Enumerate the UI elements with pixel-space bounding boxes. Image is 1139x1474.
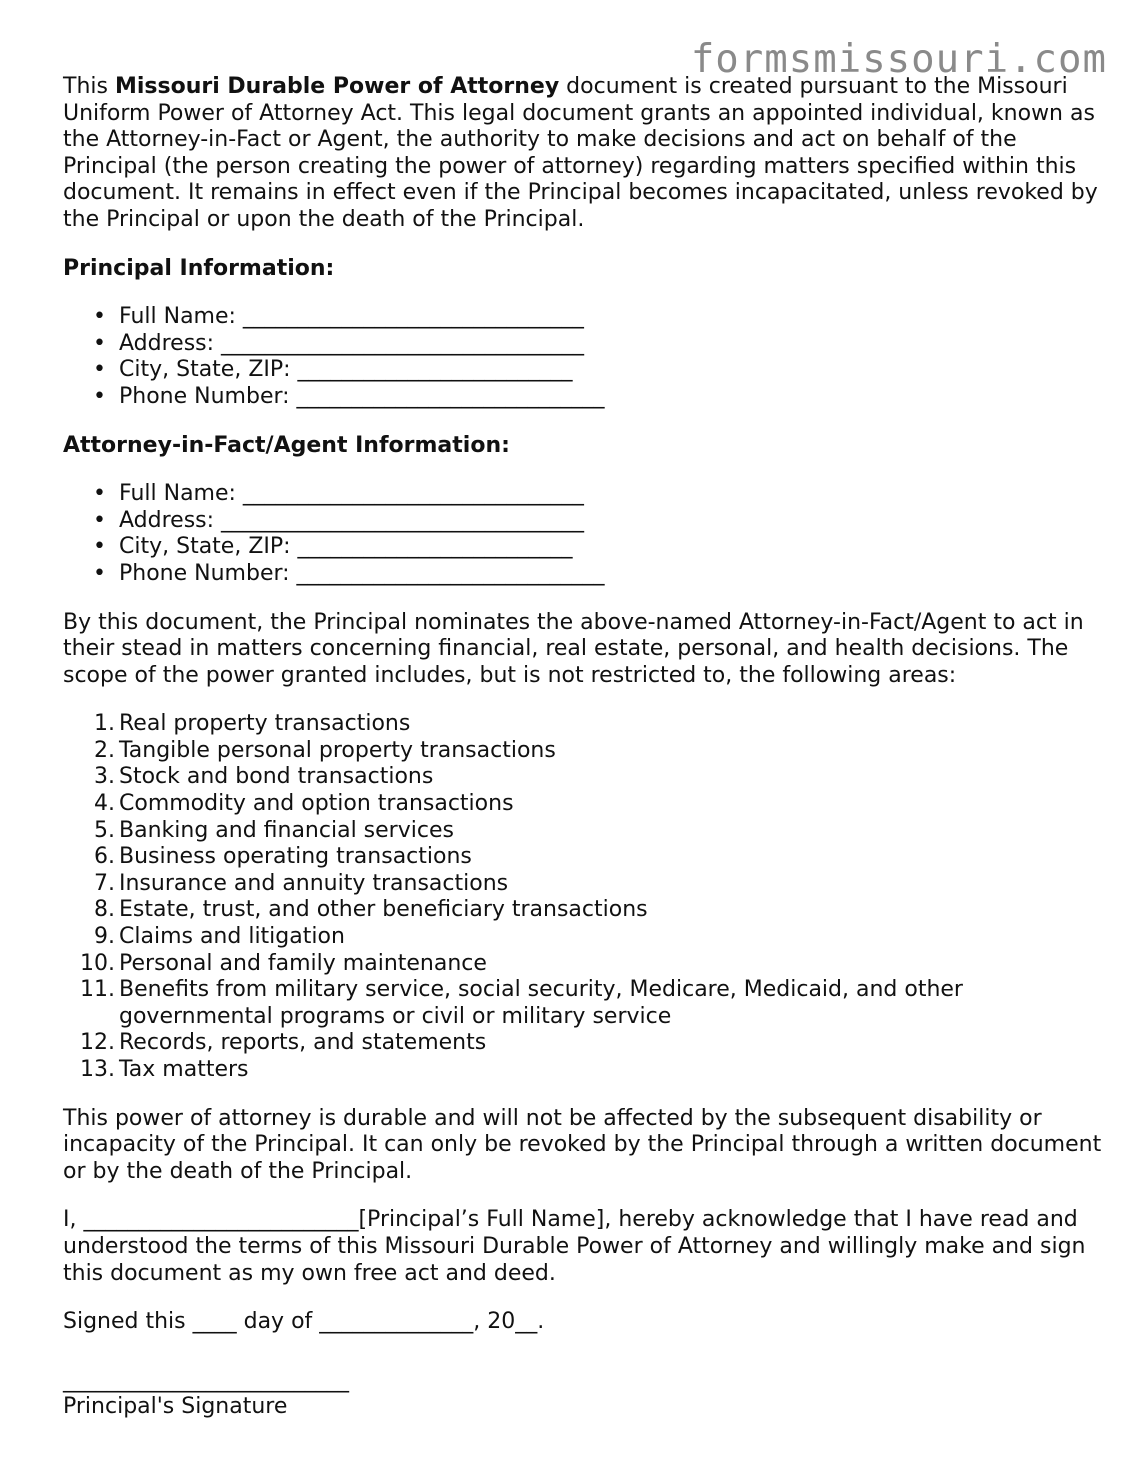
principal-fields [63, 304, 1103, 410]
agent-phone-field[interactable]: • Phone Number: ____________________________ [63, 561, 1103, 588]
list-item [63, 791, 1103, 818]
list-item [63, 844, 1103, 871]
list-item-number: 3. [94, 764, 115, 790]
list-item-text: Banking and financial services [119, 817, 454, 843]
document-title: Missouri Durable Power of Attorney [114, 74, 560, 99]
list-item [63, 764, 1103, 791]
agent-city-state-zip-field[interactable]: • City, State, ZIP: _________________________ [63, 534, 1103, 561]
agent-fields [63, 481, 1103, 587]
agent-heading: Attorney-in-Fact/Agent Information: [63, 432, 510, 458]
principal-city-state-zip-field[interactable]: • City, State, ZIP: _________________________ [63, 357, 1103, 384]
agent-address-field[interactable]: • Address: _________________________________ [63, 508, 1103, 535]
list-item-number: 7. [94, 870, 115, 896]
list-item-number: 12. [80, 1030, 115, 1056]
list-item-number: 5. [94, 817, 115, 843]
intro-text: document is created pursuant to the Missouri Uniform Power of Attorney Act. This legal document grants an appointed individual, known as the Attorney-in-Fact or Agent, the authority to make decisions and act on behalf of the Principal (the person creating the power of attorney) regarding matters specified within this document. It remains in effect even if the Principal becomes incapacitated, unless revoked by the Principal or upon the death of the Principal. [63, 74, 1098, 232]
list-item-text: Stock and bond transactions [119, 764, 434, 790]
list-item-text: Insurance and annuity transactions [119, 870, 509, 896]
agent-full-name-field[interactable]: • Full Name: _______________________________ [63, 481, 1103, 508]
list-item-number: 2. [94, 737, 115, 763]
list-item-number: 9. [94, 924, 115, 950]
list-item [63, 977, 1103, 1030]
list-item-number: 10. [80, 950, 115, 976]
list-item [63, 711, 1103, 738]
watermark: formsmissouri.com [690, 37, 1107, 82]
list-item [63, 951, 1103, 978]
list-item [63, 924, 1103, 951]
principal-heading: Principal Information: [63, 255, 335, 281]
signature-block [63, 1368, 1103, 1421]
principal-address-field[interactable]: • Address: _________________________________ [63, 331, 1103, 358]
signature-label: Principal's Signature [63, 1394, 288, 1420]
principal-phone-field[interactable]: • Phone Number: ____________________________ [63, 384, 1103, 411]
list-item-number: 8. [94, 897, 115, 923]
nomination-paragraph: By this document, the Principal nominates the above-named Attorney-in-Fact/Agent to act in their stead in matters concerning financial, real estate, personal, and health decisions. The scope of the power granted includes, but is not restricted to, the following areas: [63, 609, 1084, 688]
list-item-number: 1. [94, 711, 115, 737]
list-item-text: Records, reports, and statements [119, 1030, 487, 1056]
intro-paragraph [63, 74, 1103, 234]
powers-list [63, 711, 1103, 1083]
list-item [63, 738, 1103, 765]
list-item-text: Real property transactions [119, 711, 411, 737]
list-item-number: 6. [94, 844, 115, 870]
principal-full-name-field[interactable]: • Full Name: _______________________________ [63, 304, 1103, 331]
acknowledgement-paragraph[interactable]: I, _________________________[Principal’s Full Name], hereby acknowledge that I have read and understood the terms of this Missouri Durable Power of Attorney and willingly make and sign this document as my own free act and deed. [63, 1207, 1086, 1286]
signed-date-line[interactable]: Signed this ____ day of ______________, 20__. [63, 1309, 545, 1335]
list-item-text: Business operating transactions [119, 844, 472, 870]
list-item-text: Estate, trust, and other beneficiary transactions [119, 897, 648, 923]
list-item-number: 13. [80, 1057, 115, 1082]
list-item-text: Benefits from military service, social security, Medicare, Medicaid, and other governmental programs or civil or military service [119, 977, 963, 1029]
list-item-text: Commodity and option transactions [119, 791, 514, 817]
list-item-number: 11. [80, 977, 115, 1003]
list-item-text: Tangible personal property transactions [119, 737, 556, 763]
list-item [63, 897, 1103, 924]
intro-lead: This [63, 74, 115, 99]
list-item [63, 818, 1103, 845]
list-item-number: 4. [94, 791, 115, 817]
durability-paragraph: This power of attorney is durable and will not be affected by the subsequent disability or incapacity of the Principal. It can only be revoked by the Principal through a written document or by the death of the Principal. [63, 1105, 1102, 1184]
list-item-text: Tax matters [119, 1057, 249, 1082]
list-item [63, 1057, 1103, 1084]
list-item [63, 1030, 1103, 1057]
list-item-text: Personal and family maintenance [119, 950, 487, 976]
list-item [63, 871, 1103, 898]
signature-line[interactable]: __________________________ [63, 1367, 349, 1393]
document-body [63, 74, 1103, 1421]
list-item-text: Claims and litigation [119, 924, 345, 950]
